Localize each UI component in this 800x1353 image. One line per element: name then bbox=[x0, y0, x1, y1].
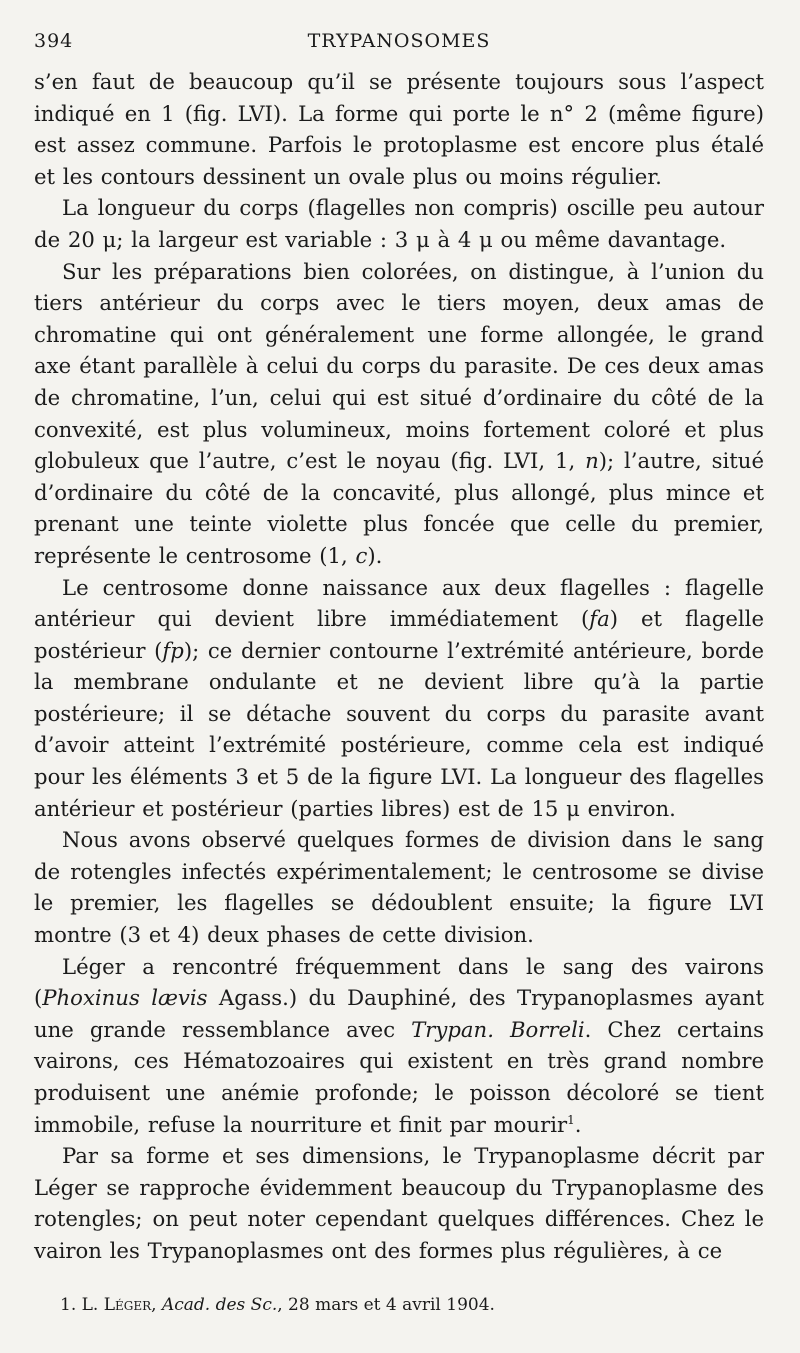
body-text bbox=[34, 66, 764, 1267]
text-run: . bbox=[574, 1111, 582, 1137]
paragraph-2: La longueur du corps (flagelles non compris) oscille peu autour de 20 μ; la largeur est variable : 3 μ à 4 μ ou même davantage. bbox=[34, 195, 764, 252]
paragraph-1: s’en faut de beaucoup qu’il se présente toujours sous l’aspect indiqué en 1 (fig. LVI). La forme qui porte le n° 2 (même figure) est assez commune. Parfois le protoplasme est encore plus étalé et les contours dessinent un ovale plus ou moins régulier. bbox=[34, 69, 764, 189]
species-name: Trypan. Borreli bbox=[411, 1016, 585, 1042]
running-title: TRYPANOSOMES bbox=[307, 30, 491, 52]
paragraph-5: Nous avons observé quelques formes de division dans le sang de rotengles infectés expérimentalement; le centrosome se divise le premier, les flagelles se dédoublent ensuite; la figure LVI montre (3 et 4) deux phases de cette division. bbox=[34, 827, 764, 948]
footnote-ref[interactable]: 1 bbox=[567, 1112, 575, 1127]
text-run: ) et flagelle postérieur ( bbox=[34, 606, 764, 663]
footnote-number: 1. L. bbox=[60, 1295, 104, 1315]
species-name: Phoxinus lævis bbox=[42, 985, 208, 1011]
text-run: Agass.) du Dauphiné, des Trypanoplasmes ayant une grande ressemblance avec bbox=[34, 985, 764, 1042]
page-number: 394 bbox=[34, 30, 74, 52]
italic-label-fp: fp bbox=[162, 637, 184, 663]
footnote-journal: Acad. des Sc. bbox=[161, 1295, 278, 1315]
paragraph-6 bbox=[34, 951, 764, 1141]
paragraph-7: Par sa forme et ses dimensions, le Trypanoplasme décrit par Léger se rapproche évidemment beaucoup du Trypanoplasme des rotengles; on peut noter cependant quelques différences. Chez le vairon les Trypanoplasmes ont des formes plus régulières, à ce bbox=[34, 1143, 764, 1263]
italic-label-c: c bbox=[355, 542, 368, 568]
text-run: ). bbox=[367, 542, 383, 568]
italic-label-fa: fa bbox=[589, 606, 610, 632]
text-run: Le centrosome donne naissance aux deux flagelles : flagelle antérieur qui devient libre immédiatement ( bbox=[34, 574, 764, 632]
text-run: . Chez certains vairons, ces Hématozoaires qui existent en très grand nombre produisent une anémie profonde; le poisson décoloré se tient immobile, refuse la nourriture et finit par mourir bbox=[34, 1016, 764, 1137]
footnote-sep: , bbox=[151, 1295, 162, 1315]
footnote-rest: , 28 mars et 4 avril 1904. bbox=[277, 1295, 495, 1315]
text-run: Léger a rencontré fréquemment dans le sang des vairons ( bbox=[34, 953, 764, 1011]
running-head bbox=[34, 0, 764, 52]
text-run: Sur les préparations bien colorées, on distingue, à l’union du tiers antérieur du corps avec le tiers moyen, deux amas de chromatine qui ont généralement une forme allongée, le grand axe étant parallèle à celui du corps du parasite. De ces deux amas de chromatine, l’un, celui qui est situé d’ordinaire du côté de la convexité, est plus volumineux, moins fortement coloré et plus globuleux que l’autre, c’est le noyau (fig. LVI, 1, bbox=[34, 258, 764, 474]
text-run: ); ce dernier contourne l’extrémité antérieure, borde la membrane ondulante et ne devient libre qu’à la partie postérieure; il se détache souvent du corps du parasite avant d’avoir atteint l’extrémité postérieure, comme cela est indiqué pour les éléments 3 et 5 de la figure LVI. La longueur des flagelles antérieur et postérieur (parties libres) est de 15 μ environ. bbox=[34, 637, 764, 821]
text-run: ); l’autre, situé d’ordinaire du côté de la concavité, plus allongé, plus mince et prenant une teinte violette plus foncée que celle du premier, représente le centrosome (1, bbox=[34, 448, 764, 568]
italic-label-n: n bbox=[585, 448, 599, 474]
footnote bbox=[60, 1295, 495, 1315]
paragraph-4 bbox=[34, 572, 764, 825]
footnote-author: Léger bbox=[103, 1295, 152, 1315]
paragraph-3 bbox=[34, 256, 764, 572]
